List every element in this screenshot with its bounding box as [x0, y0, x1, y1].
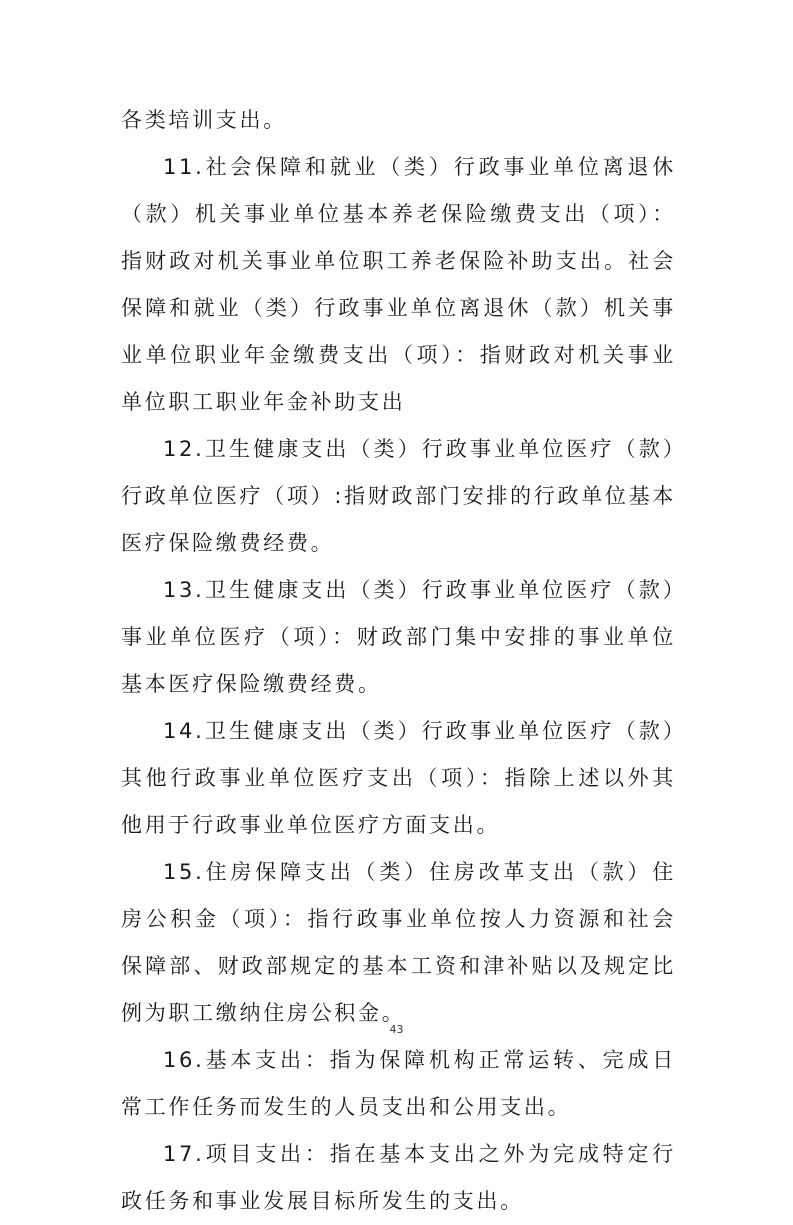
paragraph: 各类培训支出。 — [121, 108, 287, 132]
paragraph: 14.卫生健康支出（类）行政事业单位医疗（款）其他行政事业单位医疗支出（项）：指除上述以外其他用于行政事业单位医疗方面支出。 — [121, 719, 676, 837]
document-body — [121, 97, 676, 1225]
paragraph: 13.卫生健康支出（类）行政事业单位医疗（款）事业单位医疗（项）：财政部门集中安排的事业单位基本医疗保险缴费经费。 — [121, 578, 676, 696]
paragraph: 17.项目支出：指在基本支出之外为完成特定行政任务和事业发展目标所发生的支出。 — [121, 1142, 676, 1213]
paragraph: 15.住房保障支出（类）住房改革支出（款）住房公积金（项）：指行政事业单位按人力资源和社会保障部、财政部规定的基本工资和津补贴以及规定比例为职工缴纳住房公积金。 — [121, 860, 676, 1025]
paragraph: 12.卫生健康支出（类）行政事业单位医疗（款）行政单位医疗（项）:指财政部门安排的行政单位基本医疗保险缴费经费。 — [121, 437, 676, 555]
page-number: 43 — [389, 1023, 404, 1036]
paragraph: 16.基本支出：指为保障机构正常运转、完成日常工作任务而发生的人员支出和公用支出。 — [121, 1048, 676, 1119]
paragraph: 11.社会保障和就业（类）行政事业单位离退休（款）机关事业单位基本养老保险缴费支出（项）：指财政对机关事业单位职工养老保险补助支出。社会保障和就业（类）行政事业单位离退休（款）机关事业单位职业年金缴费支出（项）：指财政对机关事业单位职工职业年金补助支出 — [121, 155, 676, 414]
